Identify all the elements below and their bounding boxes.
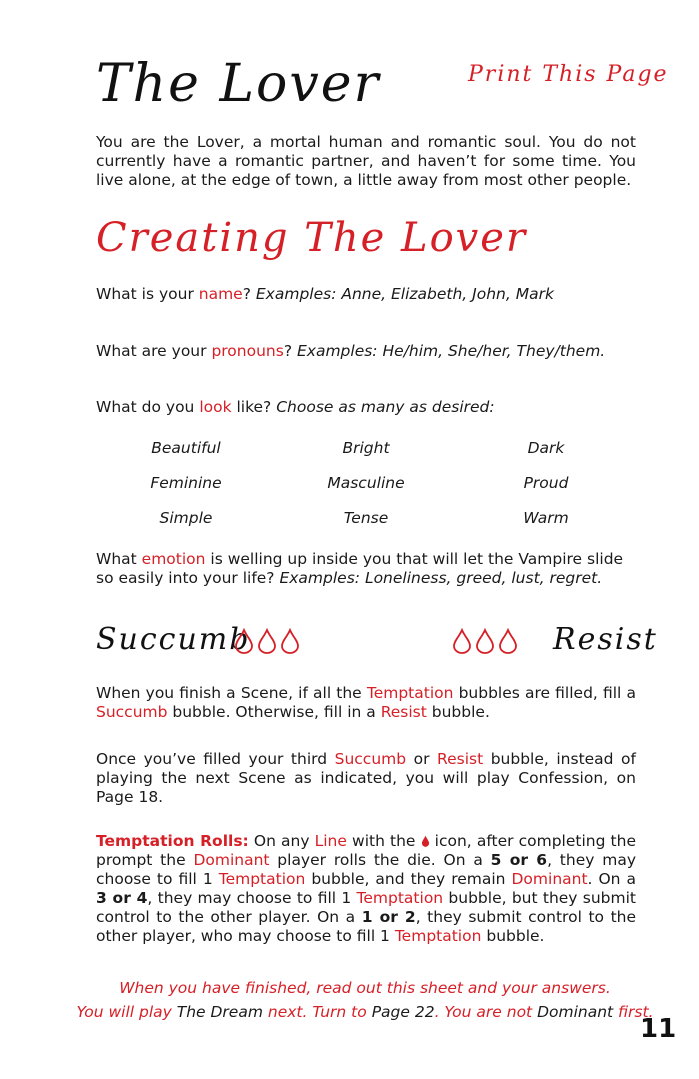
look-option[interactable]: Bright xyxy=(342,438,390,457)
rule-text: or xyxy=(406,750,438,768)
look-option[interactable]: Beautiful xyxy=(151,438,221,457)
finish-text: You will play xyxy=(76,1003,177,1021)
keyword-name: name xyxy=(198,285,243,303)
rule-text: player rolls the die. On a xyxy=(269,851,491,869)
blood-drop-filled-icon xyxy=(421,835,430,847)
blood-drop-outline-icon[interactable] xyxy=(452,628,472,654)
keyword-resist: Resist xyxy=(380,703,427,721)
question-examples: Examples: Anne, Elizabeth, John, Mark xyxy=(255,285,554,303)
blood-drop-outline-icon[interactable] xyxy=(280,628,300,654)
look-option[interactable]: Masculine xyxy=(327,473,405,492)
page-number: 11 xyxy=(640,1014,677,1044)
resist-bubbles xyxy=(452,628,518,654)
rule-temptation-rolls xyxy=(96,832,636,946)
question-emotion xyxy=(96,550,636,588)
look-option[interactable]: Feminine xyxy=(150,473,222,492)
keyword-succumb: Succumb xyxy=(96,703,168,721)
blood-drop-outline-icon[interactable] xyxy=(257,628,277,654)
rule-text: bubble. xyxy=(426,703,490,721)
blood-drop-outline-icon[interactable] xyxy=(475,628,495,654)
question-text: is welling up inside you that will let the Vampire slide so easily into your life? xyxy=(96,550,624,587)
keyword-succumb: Succumb xyxy=(334,750,407,768)
finish-text: . You are not xyxy=(434,1003,538,1021)
rule-text: bubble. Otherwise, fill in a xyxy=(167,703,381,721)
rule-text: bubble, but they submit control to the other player. On a xyxy=(96,889,637,926)
blood-drop-outline-icon[interactable] xyxy=(498,628,518,654)
rule-third-bubble xyxy=(96,750,636,807)
rule-text: , they submit control to the other player, who may choose to fill 1 xyxy=(96,908,637,945)
keyword-temptation: Temptation xyxy=(366,684,454,702)
succumb-bubbles xyxy=(234,628,300,654)
rule-text: Once you’ve filled your third xyxy=(96,750,335,768)
print-page-link[interactable]: Print This Page xyxy=(468,62,669,87)
question-text: ? xyxy=(242,285,256,303)
question-pronouns xyxy=(96,342,605,361)
resist-label: Resist xyxy=(553,622,658,657)
rule-text: bubble, and they remain xyxy=(305,870,512,888)
rule-text: with the xyxy=(346,832,421,850)
look-option[interactable]: Tense xyxy=(343,508,389,527)
section-heading: Creating The Lover xyxy=(96,215,528,261)
keyword-pronouns: pronouns xyxy=(211,342,284,360)
look-option[interactable]: Proud xyxy=(523,473,569,492)
look-option[interactable]: Dark xyxy=(527,438,565,457)
roll-result: 3 or 4 xyxy=(96,889,148,907)
keyword-resist: Resist xyxy=(437,750,484,768)
rule-text: bubble, instead of playing the next Scene as indicated, you will play Confession, on Page 18. xyxy=(96,750,636,806)
rule-scene-end xyxy=(96,684,636,722)
next-page-ref: Page 22 xyxy=(371,1003,435,1021)
question-text: What do you xyxy=(96,398,200,416)
question-instruction: Choose as many as desired: xyxy=(276,398,495,416)
look-option[interactable]: Simple xyxy=(159,508,213,527)
rule-text: bubbles are filled, fill a xyxy=(453,684,636,702)
question-examples: Examples: He/him, She/her, They/them. xyxy=(296,342,606,360)
rule-label: Temptation Rolls: xyxy=(96,832,249,850)
roll-result: 5 or 6 xyxy=(490,851,548,869)
finish-text: first. xyxy=(613,1003,654,1021)
keyword-look: look xyxy=(199,398,232,416)
question-text: What xyxy=(96,550,142,568)
keyword-dominant: Dominant xyxy=(193,851,270,869)
look-options-row xyxy=(96,430,636,465)
keyword-temptation: Temptation xyxy=(394,927,482,945)
blood-drop-outline-icon[interactable] xyxy=(234,628,254,654)
question-text: What are your xyxy=(96,342,212,360)
look-option[interactable]: Warm xyxy=(523,508,569,527)
rule-text: icon, after completing the prompt the xyxy=(96,832,636,869)
question-text: like? xyxy=(231,398,277,416)
finish-instructions xyxy=(60,976,670,1024)
question-name xyxy=(96,285,554,304)
question-look xyxy=(96,398,495,417)
page-title: The Lover xyxy=(96,54,381,114)
dominant-ref: Dominant xyxy=(537,1003,614,1021)
rule-text: , they may choose to fill 1 xyxy=(147,889,357,907)
look-options-row xyxy=(96,465,636,500)
look-options-grid xyxy=(96,430,636,535)
finish-line-2 xyxy=(60,1000,670,1024)
rule-text: When you finish a Scene, if all the xyxy=(96,684,367,702)
rule-text: bubble. xyxy=(481,927,545,945)
rule-text: On any xyxy=(248,832,315,850)
finish-text: next. Turn to xyxy=(262,1003,372,1021)
look-options-row xyxy=(96,500,636,535)
rule-text: , they may choose to fill 1 xyxy=(96,851,636,888)
question-text: ? xyxy=(283,342,297,360)
keyword-emotion: emotion xyxy=(141,550,206,568)
intro-paragraph: You are the Lover, a mortal human and romantic soul. You do not currently have a romantic partner, and haven’t for some time. You live alone, at the edge of town, a little away from most other people. xyxy=(96,133,636,189)
keyword-line: Line xyxy=(314,832,347,850)
next-scene-name: The Dream xyxy=(176,1003,263,1021)
rule-text: . On a xyxy=(587,870,636,888)
keyword-temptation: Temptation xyxy=(218,870,306,888)
roll-result: 1 or 2 xyxy=(361,908,416,926)
question-text: What is your xyxy=(96,285,199,303)
finish-line-1: When you have finished, read out this sheet and your answers. xyxy=(119,979,611,997)
keyword-dominant: Dominant xyxy=(511,870,588,888)
keyword-temptation: Temptation xyxy=(356,889,444,907)
question-examples: Examples: Loneliness, greed, lust, regret. xyxy=(279,569,603,587)
succumb-label: Succumb xyxy=(96,622,251,657)
